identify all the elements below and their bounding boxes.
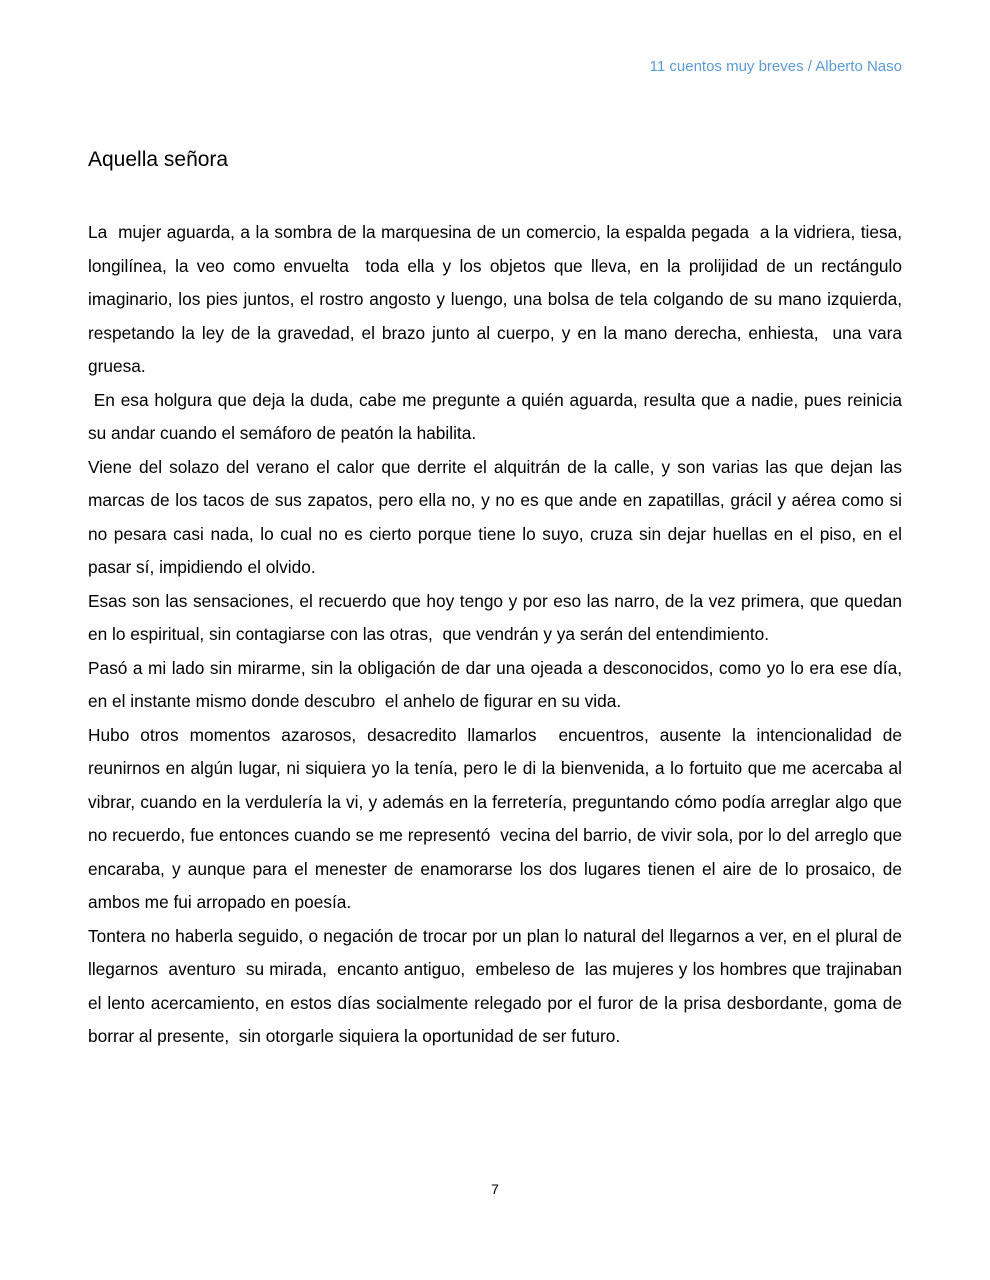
paragraph: La mujer aguarda, a la sombra de la marquesina de un comercio, la espalda pegada a la vidriera, tiesa, longilínea, la veo como envuelta toda ella y los objetos que lleva, en la prolijidad de un rectángulo imaginario, los pies juntos, el rostro angosto y luengo, una bolsa de tela colgando de su mano izquierda, respetando la ley de la gravedad, el brazo junto al cuerpo, y en la mano derecha, enhiesta, una vara gruesa. (88, 222, 907, 376)
paragraph: Tontera no haberla seguido, o negación de trocar por un plan lo natural del llegarnos a ver, en el plural de llegarnos aventuro su mirada, encanto antiguo, embeleso de las mujeres y los hombres que trajinaban el lento acercamiento, en estos días socialmente relegado por el furor de la prisa desbordante, goma de borrar al presente, sin otorgarle siquiera la oportunidad de ser futuro. (88, 925, 907, 1046)
story-body (88, 216, 912, 1054)
running-header: 11 cuentos muy breves / Alberto Naso (649, 58, 902, 75)
paragraph: Esas son las sensaciones, el recuerdo que hoy tengo y por eso las narro, de la vez primera, que quedan en lo espiritual, sin contagiarse con las otras, que vendrán y ya serán del entendimiento. (88, 590, 907, 644)
paragraph: Pasó a mi lado sin mirarme, sin la obligación de dar una ojeada a desconocidos, como yo lo era ese día, en el instante mismo donde descubro el anhelo de figurar en su vida. (88, 657, 907, 711)
page-number: 7 (491, 1181, 499, 1197)
paragraph: Viene del solazo del verano el calor que derrite el alquitrán de la calle, y son varias las que dejan las marcas de los tacos de sus zapatos, pero ella no, y no es que ande en zapatillas, grácil y aérea como si no pesara casi nada, lo cual no es cierto porque tiene lo suyo, cruza sin dejar huellas en el piso, en el pasar sí, impidiendo el olvido. (88, 456, 907, 577)
paragraph: En esa holgura que deja la duda, cabe me pregunte a quién aguarda, resulta que a nadie, pues reinicia su andar cuando el semáforo de peatón la habilita. (88, 389, 907, 443)
story-title: Aquella señora (88, 148, 229, 171)
paragraph: Hubo otros momentos azarosos, desacredito llamarlos encuentros, ausente la intencionalidad de reunirnos en algún lugar, ni siquiera yo la tenía, pero le di la bienvenida, a lo fortuito que me acercaba al vibrar, cuando en la verdulería la vi, y además en la ferretería, preguntando cómo podía arreglar algo que no recuerdo, fue entonces cuando se me representó vecina del barrio, de vivir sola, por lo del arreglo que encaraba, y aunque para el menester de enamorarse los dos lugares tienen el aire de lo prosaico, de ambos me fui arropado en poesía. (88, 724, 912, 912)
